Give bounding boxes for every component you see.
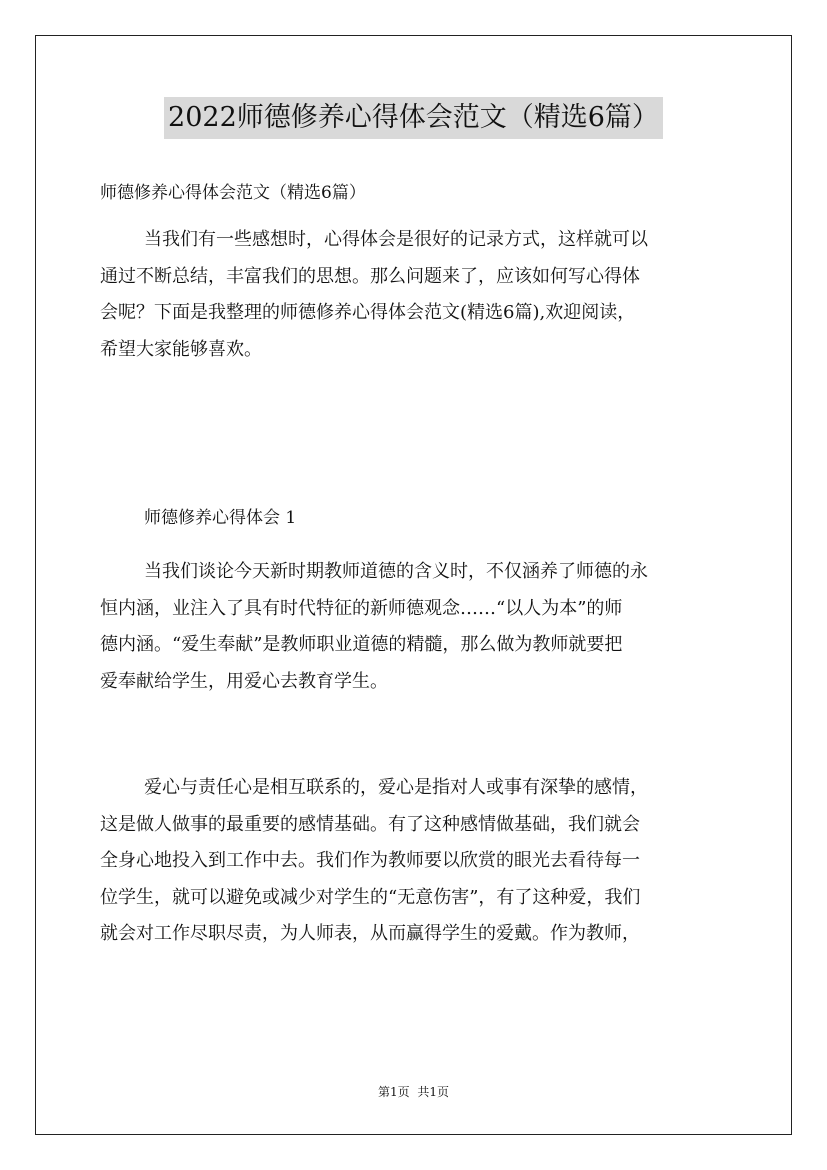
body-paragraph-2 bbox=[100, 770, 727, 953]
paragraph-line: 这是做人做事的最重要的感情基础。有了这种感情做基础，我们就会 bbox=[100, 813, 640, 835]
paragraph-line: 会呢？下面是我整理的师德修养心得体会范文(精选6篇),欢迎阅读， bbox=[100, 302, 636, 323]
paragraph-line: 就会对工作尽职尽责，为人师表，从而赢得学生的爱戴。作为教师， bbox=[100, 923, 640, 944]
paragraph-line: 通过不断总结，丰富我们的思想。那么问题来了，应该如何写心得体 bbox=[100, 265, 640, 287]
page-footer bbox=[0, 1082, 827, 1102]
document-subtitle: 师德修养心得体会范文（精选6篇） bbox=[100, 183, 366, 203]
section-heading: 师德修养心得体会 1 bbox=[144, 508, 297, 528]
title-container bbox=[0, 97, 827, 139]
paragraph-line: 爱心与责任心是相互联系的，爱心是指对人或事有深挚的感情， bbox=[144, 777, 648, 798]
intro-paragraph bbox=[100, 222, 727, 368]
paragraph-line: 位学生，就可以避免或减少对学生的“无意伤害”，有了这种爱，我们 bbox=[100, 886, 641, 908]
document-title: 2022师德修养心得体会范文（精选6篇） bbox=[164, 97, 663, 139]
paragraph-line: 希望大家能够喜欢。 bbox=[100, 338, 262, 360]
page-number-total: 共1页 bbox=[417, 1085, 450, 1099]
paragraph-line: 爱奉献给学生，用爱心去教育学生。 bbox=[100, 670, 388, 692]
paragraph-line: 恒内涵，业注入了具有时代特征的新师德观念……“以人为本”的师 bbox=[100, 597, 623, 619]
paragraph-line: 德内涵。“爱生奉献”是教师职业道德的精髓，那么做为教师就要把 bbox=[100, 634, 623, 655]
paragraph-line: 当我们谈论今天新时期教师道德的含义时，不仅涵养了师德的永 bbox=[144, 561, 648, 582]
body-paragraph-1 bbox=[100, 554, 727, 700]
page-number-current: 第1页 bbox=[377, 1085, 410, 1099]
paragraph-line: 全身心地投入到工作中去。我们作为教师要以欣赏的眼光去看待每一 bbox=[100, 850, 640, 871]
paragraph-line: 当我们有一些感想时，心得体会是很好的记录方式，这样就可以 bbox=[144, 229, 648, 250]
